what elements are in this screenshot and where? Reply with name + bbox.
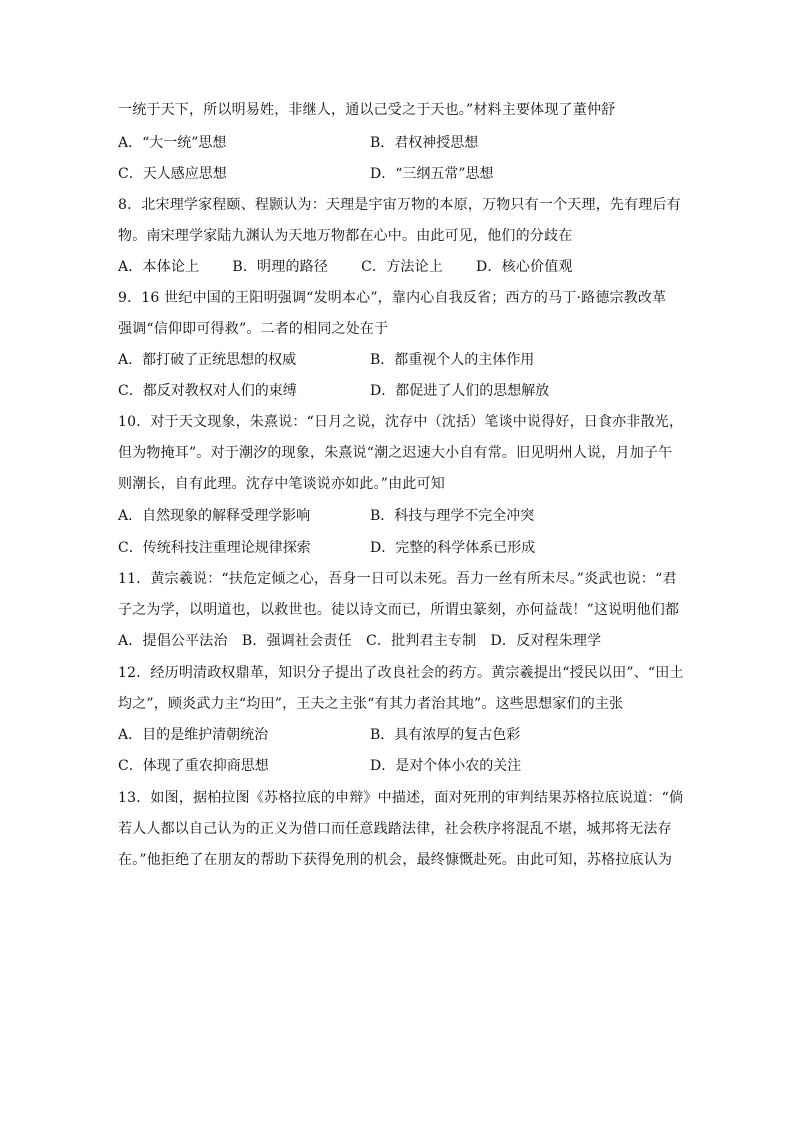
q7-option-b: B．君权神授思想 (370, 135, 479, 151)
q7-stem-tail: 一统于天下，所以明易姓，非继人，通以己受之于天也。”材料主要体现了董仲舒 (118, 102, 616, 118)
q10-stem-line-1: 10．对于天文现象，朱熹说：“日月之说，沈存中（沈括）笔谈中说得好，日食亦非散光， (118, 414, 684, 430)
q12-option-a: A．目的是维护清朝统治 (118, 727, 269, 743)
q7-option-c: C．天人感应思想 (118, 166, 227, 182)
q12-option-d: D．是对个体小农的关注 (370, 758, 522, 774)
q9-stem-line-2: 强调“信仰即可得救”。二者的相同之处在于 (118, 321, 389, 337)
q9-option-c: C．都反对教权对人们的束缚 (118, 383, 297, 399)
q10-option-b: B．科技与理学不完全冲突 (370, 508, 535, 524)
q10-option-a: A．自然现象的解释受理学影响 (118, 508, 311, 524)
q13-stem-line-2: 若人人都以自己认为的正义为借口而任意践踏法律，社会秩序将混乱不堪，城邦将无法存 (118, 821, 672, 837)
q9-option-b: B．都重视个人的主体作用 (370, 352, 535, 368)
q9-option-d: D．都促进了人们的思想解放 (370, 383, 550, 399)
q10-option-c: C．传统科技注重理论规律探索 (118, 540, 311, 556)
q13-stem-line-3: 在。”他拒绝了在朋友的帮助下获得免刑的机会，最终慷慨赴死。由此可知，苏格拉底认为 (118, 852, 673, 868)
q12-option-c: C．体现了重农抑商思想 (118, 758, 269, 774)
q10-stem-line-3: 则潮长，自有此理。沈存中笔谈说亦如此。”由此可知 (118, 476, 445, 492)
q10-stem-line-2: 但为物掩耳”。对于潮汐的现象，朱熹说“潮之迟速大小自有常。旧见明州人说，月加子午 (118, 445, 673, 461)
q8-stem-line-2: 物。南宋理学家陆九渊认为天地万物都在心中。由此可见，他们的分歧在 (118, 228, 573, 244)
q12-stem-line-2: 均之”，顾炎武力主“均田”，王夫之主张“有其力者治其地”。这些思想家们的主张 (118, 696, 624, 712)
q9-stem-line-1: 9．16 世纪中国的王阳明强调“发明本心”，靠内心自我反省；西方的马丁·路德宗教改革 (118, 290, 667, 306)
q8-stem-line-1: 8．北宋理学家程颐、程颢认为：天理是宇宙万物的本原，万物只有一个天理，先有理后有 (118, 197, 681, 213)
q11-stem-line-1: 11．黄宗羲说：“扶危定倾之心，吾身一日可以未死。吾力一丝有所未尽。”炎武也说：“君 (118, 571, 677, 587)
q10-option-d: D．完整的科学体系已形成 (370, 540, 536, 556)
q7-option-a: A．“大一统”思想 (118, 135, 227, 151)
q9-option-a: A．都打破了正统思想的权威 (118, 352, 297, 368)
q12-stem-line-1: 12．经历明清政权鼎革，知识分子提出了改良社会的药方。黄宗羲提出“授民以田”、“田土 (118, 665, 684, 681)
q7-option-d: D．“三纲五常”思想 (370, 166, 494, 182)
q8-options: A．本体论上 B．明理的路径 C．方法论上 D．核心价值观 (118, 259, 573, 275)
q13-stem-line-1: 13．如图，据柏拉图《苏格拉底的申辩》中描述，面对死刑的审判结果苏格拉底说道：“倘 (118, 790, 684, 806)
q11-stem-line-2: 子之为学，以明道也，以救世也。徒以诗文而已，所谓虫篆刻，亦何益哉！”这说明他们都 (118, 602, 680, 618)
q11-options: A．提倡公平法治 B．强调社会责任 C．批判君主专制 D．反对程朱理学 (118, 633, 602, 649)
q12-option-b: B．具有浓厚的复古色彩 (370, 727, 521, 743)
